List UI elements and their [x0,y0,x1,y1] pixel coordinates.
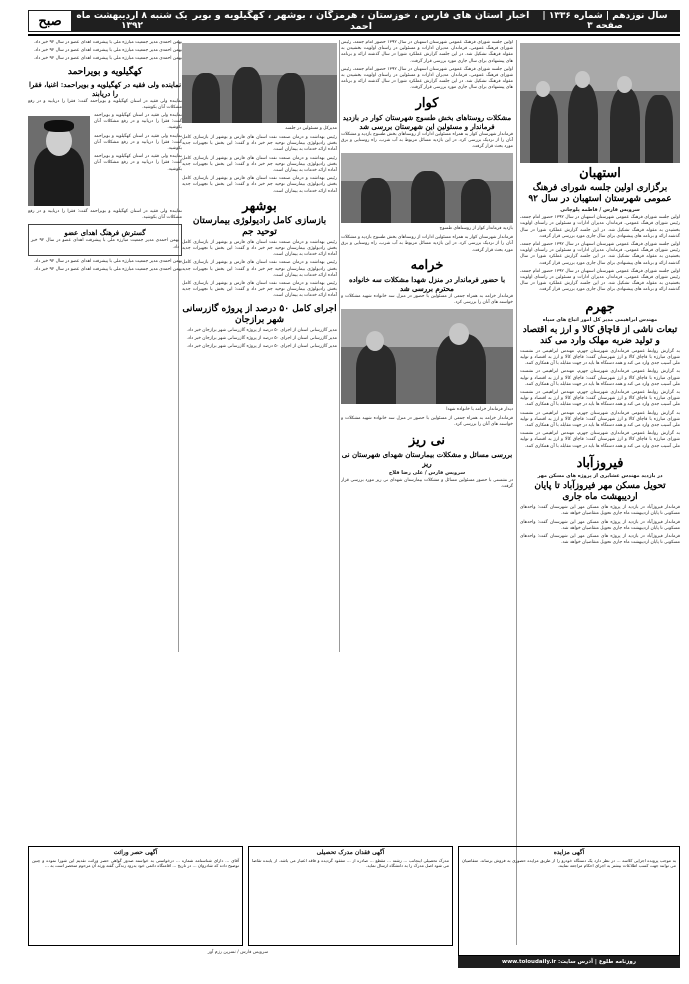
article-body: فرماندار فیروزآباد در بازدید از پروژه های مسکن مهر این شهرستان گفت: واحدهای مسکونی تا پایان اردیبهشت ماه جاری تحویل متقاضیان خواهد شد. [520,519,680,531]
article-body: رئیس بهداشت و درمان صنعت نفت استان های فارس و بوشهر از بازسازی کامل بخش رادیولوژی بیمارستان توحید جم خبر داد و گفت: این بخش با تجهیزات جدید آماده ارائه خدمات به بیماران است. [182,260,337,278]
article-body: به گزارش روابط عمومی فرمانداری شهرستان جهرم، مهندس ابراهیمی در نشست شورای مبارزه با قاچاق کالا و ارز شهرستان گفت: قاچاق کالا و ارز به اقتصاد و تولید ملی آسیب جدی وارد می کند و همه دستگاه ها باید در جهت مقابله با آن همکاری کنند. [520,390,680,408]
article-body: اولین جلسه شورای فرهنگ عمومی شهرستان استهبان در سال ۱۳۹۲ حضور امام جمعه، رئیس شورای فرهنگ عمومی، فرماندار، مدیران ادارات و مسئولین در راستای اولویت بخشیدن به مقوله فرهنگ تشکیل شد. در این جلسه گزارش عملکرد شورا در سال گذشته ارائه و برنامه های پیشنهادی برای سال جاری مورد بررسی قرار گرفت. [520,268,680,293]
article-region-title: کهگیلویه و بویراحمد [67,66,143,77]
article-body: بهمن احمدی مدیر جمعیت مبارزه ملی با پیشرفت اهدای عضو در سال ۹۲ خبر داد. [33,40,182,45]
column-center-left [182,40,337,652]
article-body: مدیر گازرسانی استان از اجرای ۵۰ درصد از پروژه گازرسانی شهر برازجان خبر داد. [186,335,337,341]
header-rule [28,34,680,36]
article-body: اولین جلسه شورای فرهنگ عمومی شهرستان استهبان در سال ۱۳۹۲ حضور امام جمعه، رئیس شورای فرهنگ عمومی، فرماندار، مدیران ادارات و مسئولین در راستای اولویت بخشیدن به مقوله فرهنگ تشکیل شد. در این جلسه گزارش عملکرد شورا در سال گذشته ارائه و برنامه های پیشنهادی برای سال جاری مورد بررسی قرار گرفت. [341,40,513,64]
article-region-title: استهبان [579,166,621,181]
article-region-title: بوشهر [242,198,277,214]
legal-notice [458,846,680,956]
article-headline: بررسی مسائل و مشکلات بیمارستان شهدای شهرستان نی ریز [341,449,513,468]
culture-box [28,224,182,255]
article-body: بهمن احمدی مدیر جمعیت مبارزه ملی با پیشرفت اهدای عضو در سال ۹۲ خبر داد. [33,258,182,264]
article-body: نماینده ولی فقیه در استان کهگیلویه و بویراحمد گفت: فقرا را دریابید و در رفع مشکلات آنان بکوشید. [94,113,182,131]
article-body: اولین جلسه شورای فرهنگ عمومی شهرستان استهبان در سال ۱۳۹۲ حضور امام جمعه، رئیس شورای فرهنگ عمومی، فرماندار، مدیران ادارات و مسئولین در راستای اولویت بخشیدن به مقوله فرهنگ تشکیل شد. در این جلسه گزارش عملکرد شورا در سال گذشته ارائه و برنامه های پیشنهادی برای سال جاری مورد بررسی قرار گرفت. [520,215,680,239]
article-headline: گسترش فرهنگ اهدای عضو [64,228,146,238]
article-body: نماینده ولی فقیه در استان کهگیلویه و بویراحمد گفت: فقرا را دریابید و در رفع مشکلات آنان بکوشید. [28,98,182,110]
article-headline: بازسازی کامل رادیولوژی بیمارستان توحید جم [192,215,327,237]
article-body: بهمن احمدی مدیر جمعیت مبارزه ملی با پیشرفت اهدای عضو در سال ۹۲ خبر داد. [33,56,182,62]
article-body: به گزارش روابط عمومی فرمانداری شهرستان جهرم، مهندس ابراهیمی در نشست شورای مبارزه با قاچاق کالا و ارز شهرستان گفت: قاچاق کالا و ارز به اقتصاد و تولید ملی آسیب جدی وارد می کند و همه دستگاه ها باید در جهت مقابله با آن همکاری کنند. [520,369,680,387]
footer-bar: روزنامه طلوع | آدرس سایت: www.toloudaily.ir [458,956,680,968]
article-body: فرماندار خرامه به همراه جمعی از مسئولین با حضور در منزل سه خانواده شهید مشکلات و خواسته های آنان را بررسی کرد. [341,293,513,306]
column-right [520,40,680,945]
article-body: بهمن احمدی مدیر جمعیت مبارزه ملی با پیشرفت اهدای عضو در سال ۹۲ خبر داد. [31,238,179,250]
article-region-title: نی ریز [408,432,446,448]
article-body: اولین جلسه شورای فرهنگ عمومی شهرستان استهبان در سال ۱۳۹۲ حضور امام جمعه، رئیس شورای فرهنگ عمومی، فرماندار، مدیران ادارات و مسئولین در راستای اولویت بخشیدن به مقوله فرهنگ تشکیل شد. در این جلسه گزارش عملکرد شورا در سال گذشته ارائه و برنامه های پیشنهادی برای سال جاری مورد بررسی قرار گرفت. [520,242,680,266]
notice-title: آگهی فقدان مدرک تحصیلی [316,849,385,856]
photo-caption: مدیرکل و مسئولین در جلسه [285,126,337,131]
notice-body: به موجب پرونده اجرایی کلاسه ... در نظر دارد یک دستگاه خودرو را از طریق مزایده حضوری به فروش برساند. متقاضیان می توانند جهت کسب اطلاعات بیشتر به اجرای احکام مراجعه نمایند. [462,857,676,869]
article-body: نماینده ولی فقیه در استان کهگیلویه و بویراحمد گفت: فقرا را دریابید و در رفع مشکلات آنان بکوشید. [28,209,182,221]
article-body: نماینده ولی فقیه در استان کهگیلویه و بویراحمد گفت: فقرا را دریابید و در رفع مشکلات آنان بکوشید. [94,154,182,172]
article-body: رئیس بهداشت و درمان صنعت نفت استان های فارس و بوشهر از بازسازی کامل بخش رادیولوژی بیمارستان توحید جم خبر داد و گفت: این بخش با تجهیزات جدید آماده ارائه خدمات به بیماران است. [182,155,337,174]
legal-notice [248,846,453,946]
article-headline: با حضور فرماندار در منزل شهدا مشکلات سه خانواده محترم بررسی شد [348,274,506,293]
article-body: بهمن احمدی مدیر جمعیت مبارزه ملی با پیشرفت اهدای عضو در سال ۹۲ خبر داد. [33,267,182,273]
article-headline: تحویل مسکن مهر فیروزآباد تا پایان اردیبهشت ماه جاری [534,481,666,503]
masthead [28,10,680,32]
article-body: در نشستی با حضور مسئولین مسائل و مشکلات بیمارستان شهدای نی ریز مورد بررسی قرار گرفت. [341,477,513,490]
article-body: به گزارش روابط عمومی فرمانداری شهرستان جهرم، مهندس ابراهیمی در نشست شورای مبارزه با قاچاق کالا و ارز شهرستان گفت: قاچاق کالا و ارز به اقتصاد و تولید ملی آسیب جدی وارد می کند و همه دستگاه ها باید در جهت مقابله با آن همکاری کنند. [520,431,680,449]
article-body: مدیر گازرسانی استان از اجرای ۵۰ درصد از پروژه گازرسانی شهر برازجان خبر داد. [186,344,337,350]
article-body: فرماندار شهرستان کوار به همراه مسئولین ادارات از روستاهای بخش طسوج بازدید و مشکلات آنان را از نزدیک بررسی کرد. در این بازدید مسائل مربوط به آب شرب، راه روستایی و برق مورد بحث قرار گرفت. [341,235,513,253]
article-body: مدیر گازرسانی استان از اجرای ۵۰ درصد از پروژه گازرسانی شهر برازجان خبر داد. [186,327,337,333]
article-byline: مهندس ابراهیمی مدیر کل امور اتباع های سپاه [542,316,658,323]
column-left [28,40,182,652]
photo-martyr-family [341,309,513,404]
article-region-title: کوار [415,95,439,111]
article-body: رئیس بهداشت و درمان صنعت نفت استان های فارس و بوشهر از بازسازی کامل بخش رادیولوژی بیمارستان توحید جم خبر داد و گفت: این بخش با تجهیزات جدید آماده ارائه خدمات به بیماران است. [182,135,337,153]
notice-title: آگهی مزایده [553,849,585,856]
issue-date: یک شنبه ۸ اردیبهشت ماه ۱۳۹۲ [76,11,188,31]
article-body: رئیس بهداشت و درمان صنعت نفت استان های فارس و بوشهر از بازسازی کامل بخش رادیولوژی بیمارستان توحید جم خبر داد و گفت: این بخش با تجهیزات جدید آماده ارائه خدمات به بیماران است. [182,176,337,194]
article-region-title: جهرم [585,299,615,315]
article-headline: برگزاری اولین جلسه شورای فرهنگ عمومی شهرستان استهبان در سال ۹۲ [528,183,672,204]
photo-village-visit [341,153,513,223]
article-body: رئیس بهداشت و درمان صنعت نفت استان های فارس و بوشهر از بازسازی کامل بخش رادیولوژی بیمارستان توحید جم خبر داد و گفت: این بخش با تجهیزات جدید آماده ارائه خدمات به بیماران است. [182,281,337,299]
newspaper-logo: صبح [28,10,72,32]
article-body: فرماندار شهرستان کوار به همراه مسئولین ادارات از روستاهای بخش طسوج بازدید و مشکلات آنان را از نزدیک بررسی کرد. در این بازدید مسائل مربوط به آب شرب، راه روستایی و برق مورد بحث قرار گرفت. [341,131,513,150]
article-body: به گزارش روابط عمومی فرمانداری شهرستان جهرم، مهندس ابراهیمی در نشست شورای مبارزه با قاچاق کالا و ارز شهرستان گفت: قاچاق کالا و ارز به اقتصاد و تولید ملی آسیب جدی وارد می کند و همه دستگاه ها باید در جهت مقابله با آن همکاری کنند. [520,348,680,367]
article-body: رئیس بهداشت و درمان صنعت نفت استان های فارس و بوشهر از بازسازی کامل بخش رادیولوژی بیمارستان توحید جم خبر داد و گفت: این بخش با تجهیزات جدید آماده ارائه خدمات به بیماران است. [182,239,337,258]
photo-meeting [520,43,680,163]
column-divider [339,40,340,652]
legal-notice [28,846,243,946]
photo-caption: دیدار فرماندار خرامه با خانواده شهدا [446,407,513,413]
article-body: به گزارش روابط عمومی فرمانداری شهرستان جهرم، مهندس ابراهیمی در نشست شورای مبارزه با قاچاق کالا و ارز شهرستان گفت: قاچاق کالا و ارز به اقتصاد و تولید ملی آسیب جدی وارد می کند و همه دستگاه ها باید در جهت مقابله با آن همکاری کنند. [520,410,680,429]
article-headline: مشکلات روستاهای بخش طسوج شهرستان کوار در بازدید فرماندار و مسئولین این شهرستان بررسی شد [342,112,512,131]
page-section-title: اخبار استان های فارس ، خوزستان ، هرمزگان ، بوشهر ، کهگیلویه و بویر احمد [192,10,530,32]
footer-note: سرویس فارس / نسرین رزم آور [207,950,269,955]
article-body: نماینده ولی فقیه در استان کهگیلویه و بویراحمد گفت: فقرا را دریابید و در رفع مشکلات آنان بکوشید. [94,133,182,152]
article-region-title: فیروزآباد [576,455,624,471]
notice-body: مدرک تحصیلی اینجانب ... رشته ... مقطع ... صادره از ... مفقود گردیده و فاقد اعتبار می باشد. از یابنده تقاضا می شود اصل مدرک را به دانشگاه ارسال نماید. [252,857,449,869]
photo-cleric-portrait [28,116,90,206]
article-headline: تبعات ناشی از قاچاق کالا و ارز به اقتصاد و تولید ضربه مهلک وارد می کند [522,324,678,346]
article-body: فرماندار خرامه به همراه جمعی از مسئولین با حضور در منزل سه خانواده شهید مشکلات و خواسته های آنان را بررسی کرد. [341,416,513,428]
article-body: بهمن احمدی مدیر جمعیت مبارزه ملی با پیشرفت اهدای عضو در سال ۹۲ خبر داد. [33,48,182,54]
article-body: اولین جلسه شورای فرهنگ عمومی شهرستان استهبان در سال ۱۳۹۲ حضور امام جمعه، رئیس شورای فرهنگ عمومی، فرماندار، مدیران ادارات و مسئولین در راستای اولویت بخشیدن به مقوله فرهنگ تشکیل شد. در این جلسه گزارش عملکرد شورا در سال گذشته ارائه و برنامه های پیشنهادی برای سال جاری مورد بررسی قرار گرفت. [341,66,513,91]
article-region-title: خرامه [410,257,444,273]
notice-body: آقای ... دارای شناسنامه شماره ... درخواستی به خواسته صدور گواهی حصر وراثت تقدیم این شورا نموده و چنین توضیح داده که شادروان ... در تاریخ ... اقامتگاه دائمی خود بدرود زندگی گفته ورثه آن مرحوم منحصر است به ... [32,857,239,869]
photo-caption: بازدید فرماندار کوار از روستاهای طسوج [439,226,513,232]
article-body: فرماندار فیروزآباد در بازدید از پروژه های مسکن مهر این شهرستان گفت: واحدهای مسکونی تا پایان اردیبهشت ماه جاری تحویل متقاضیان خواهد شد. [520,505,680,517]
article-headline: نماینده ولی فقیه در کهگیلویه و بویراحمد: اغنیا، فقرا را دریابند [28,79,182,98]
column-divider [516,40,517,945]
article-byline: سرویس فارس / علی رضا فلاح [388,469,466,476]
notice-title: آگهی حصر وراثت [113,849,158,856]
photo-officials [182,43,337,123]
article-byline: در بازدید مهندس عشایری از پروژه های مسکن مهر [537,472,663,479]
article-headline: اجرای کامل ۵۰ درصد از پروژه گازرسانی شهر برازجان [182,303,337,325]
column-middle [341,40,513,652]
issue-info: سال نوزدهم | شماره ۱۳۳۶ | صفحه ۳ [542,11,668,31]
article-body: فرماندار فیروزآباد در بازدید از پروژه های مسکن مهر این شهرستان گفت: واحدهای مسکونی تا پایان اردیبهشت ماه جاری تحویل متقاضیان خواهد شد. [520,533,680,546]
article-byline: سرویس فارس / فاطمه پلوچانی [560,207,640,213]
